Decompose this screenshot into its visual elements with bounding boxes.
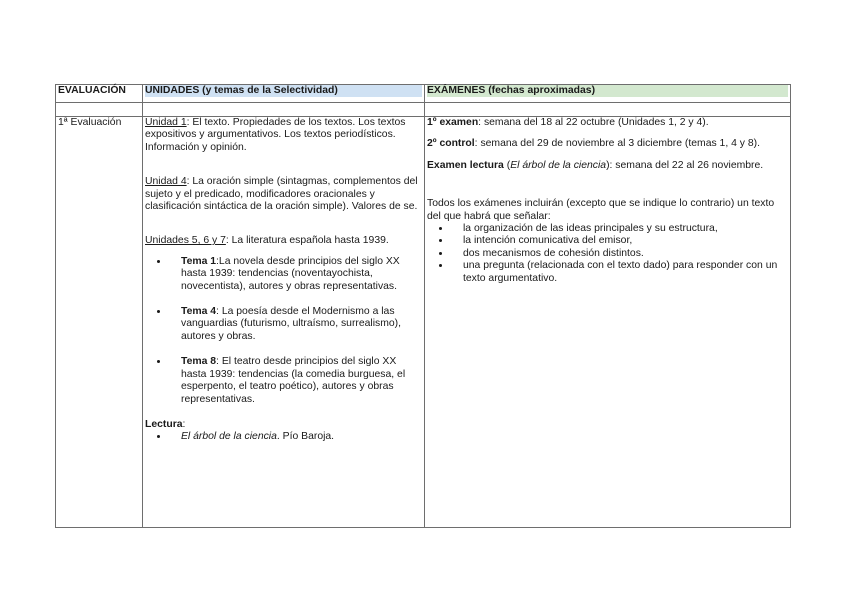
evaluacion-cell: 1ª Evaluación bbox=[56, 117, 143, 528]
lectura-heading: Lectura: bbox=[145, 418, 186, 430]
criteria-list bbox=[427, 223, 788, 285]
unidades-cell bbox=[143, 117, 425, 528]
units-5-6-7: Unidades 5, 6 y 7: La literatura española hasta 1939. bbox=[145, 235, 389, 247]
examenes-cell bbox=[425, 117, 791, 528]
header-evaluacion: EVALUACIÓN bbox=[56, 85, 143, 103]
lectura-item: • El árbol de la ciencia. Pío Baroja. bbox=[169, 431, 422, 443]
evaluation-table bbox=[55, 84, 791, 528]
exam-note: Todos los exámenes incluirán (excepto que se indique lo contrario) un texto del que habrá que señalar: bbox=[427, 198, 775, 222]
criteria-item: • una pregunta (relacionada con el texto dado) para responder con un texto argumentativo. bbox=[451, 260, 788, 285]
evaluation-row bbox=[56, 117, 791, 528]
criteria-item: • dos mecanismos de cohesión distintos. bbox=[451, 248, 788, 260]
control-2: 2º control: semana del 29 de noviembre al 3 diciembre (temas 1, 4 y 8). bbox=[427, 138, 760, 150]
temas-list bbox=[145, 256, 422, 406]
exam-1: 1º examen: semana del 18 al 22 octubre (Unidades 1, 2 y 4). bbox=[427, 117, 709, 128]
unit-1: Unidad 1: El texto. Propiedades de los textos. Los textos expositivos y argumentativos. Los textos periodísticos. Información y opinión. bbox=[145, 117, 406, 153]
tema-item: • Tema 8: El teatro desde principios del siglo XX hasta 1939: tendencias (la comedia burguesa, el esperpento, el teatro poético), autores y obras representativas. bbox=[169, 356, 422, 406]
header-examenes: EXÁMENES (fechas aproximadas) bbox=[425, 85, 791, 103]
spacer-row bbox=[56, 103, 791, 117]
criteria-item: • la intención comunicativa del emisor, bbox=[451, 235, 788, 247]
tema-item: • Tema 1:La novela desde principios del siglo XX hasta 1939: tendencias (noventayochista, novecentista), autores y obras representativas. bbox=[169, 256, 422, 293]
lectura-list bbox=[145, 431, 422, 443]
tema-item: • Tema 4: La poesía desde el Modernismo a las vanguardias (futurismo, ultraísmo, surrealismo), autores y obras. bbox=[169, 306, 422, 343]
unit-4: Unidad 4: La oración simple (sintagmas, complementos del sujeto y el predicado, modificadores oracionales y clasificación sintáctica de la oración simple). Valores de se. bbox=[145, 176, 418, 213]
exam-lectura: Examen lectura (El árbol de la ciencia): semana del 22 al 26 noviembre. bbox=[427, 159, 764, 171]
header-unidades: UNIDADES (y temas de la Selectividad) bbox=[143, 85, 425, 103]
criteria-item: • la organización de las ideas principales y su estructura, bbox=[451, 223, 788, 235]
header-row bbox=[56, 85, 791, 103]
